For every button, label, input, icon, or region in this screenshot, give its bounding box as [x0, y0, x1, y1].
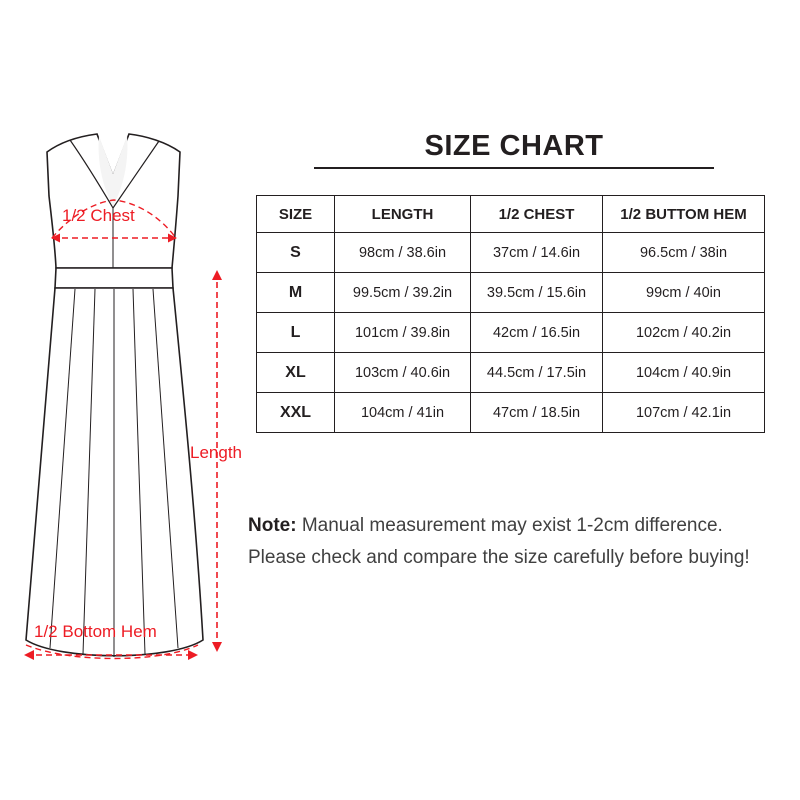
- column-header-size: SIZE: [257, 196, 335, 233]
- cell-length: 103cm / 40.6in: [335, 353, 471, 393]
- size-chart-table: [256, 195, 765, 433]
- cell-size: M: [257, 273, 335, 313]
- cell-half-chest: 47cm / 18.5in: [471, 393, 603, 433]
- column-header-half-chest: 1/2 CHEST: [471, 196, 603, 233]
- column-header-length: LENGTH: [335, 196, 471, 233]
- note-label: Note:: [248, 515, 297, 536]
- note-block: [248, 510, 788, 574]
- cell-half-chest: 42cm / 16.5in: [471, 313, 603, 353]
- cell-size: XL: [257, 353, 335, 393]
- size-chart-panel: [248, 130, 788, 433]
- table-header-row: [257, 196, 765, 233]
- label-length: Length: [190, 443, 242, 462]
- cell-size: XXL: [257, 393, 335, 433]
- note-line-1: Manual measurement may exist 1-2cm difference.: [296, 515, 723, 536]
- note-line-2: Please check and compare the size carefully before buying!: [248, 547, 750, 568]
- cell-half-chest: 37cm / 14.6in: [471, 233, 603, 273]
- cell-half-chest: 44.5cm / 17.5in: [471, 353, 603, 393]
- cell-size: L: [257, 313, 335, 353]
- label-half-bottom-hem: 1/2 Bottom Hem: [34, 622, 157, 641]
- cell-length: 104cm / 41in: [335, 393, 471, 433]
- cell-half-bottom-hem: 99cm / 40in: [603, 273, 765, 313]
- dress-illustration: [0, 0, 250, 800]
- cell-half-chest: 39.5cm / 15.6in: [471, 273, 603, 313]
- cell-half-bottom-hem: 96.5cm / 38in: [603, 233, 765, 273]
- cell-half-bottom-hem: 102cm / 40.2in: [603, 313, 765, 353]
- label-half-chest: 1/2 Chest: [62, 206, 135, 225]
- table-row: [257, 273, 765, 313]
- cell-length: 99.5cm / 39.2in: [335, 273, 471, 313]
- column-header-half-bottom-hem: 1/2 BUTTOM HEM: [603, 196, 765, 233]
- table-row: [257, 353, 765, 393]
- cell-size: S: [257, 233, 335, 273]
- dress-diagram-svg: [0, 0, 250, 800]
- page-title: SIZE CHART: [314, 130, 714, 169]
- cell-length: 98cm / 38.6in: [335, 233, 471, 273]
- table-row: [257, 313, 765, 353]
- table-row: [257, 393, 765, 433]
- cell-length: 101cm / 39.8in: [335, 313, 471, 353]
- table-row: [257, 233, 765, 273]
- cell-half-bottom-hem: 107cm / 42.1in: [603, 393, 765, 433]
- cell-half-bottom-hem: 104cm / 40.9in: [603, 353, 765, 393]
